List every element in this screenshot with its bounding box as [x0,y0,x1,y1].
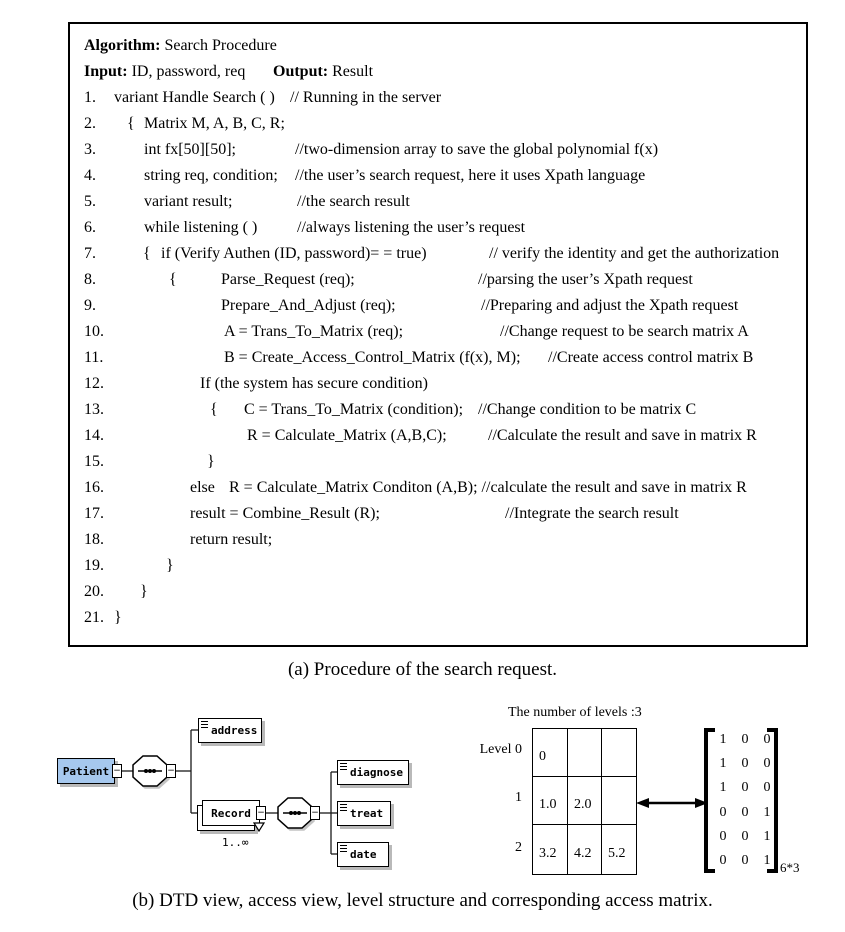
code-segment: //two-dimension array to save the global polynomial f(x) [295,141,659,158]
cardinality-label: 1..∞ [222,836,249,849]
collapse-minus-icon [166,764,176,778]
line-number: 10. [84,323,104,340]
algorithm-line [70,270,806,296]
input-spec [84,62,245,82]
line-number: 1. [84,89,96,106]
code-segment: //the user’s search request, here it uses Xpath language [295,167,646,184]
output-spec [273,62,373,82]
code-segment: int fx[50][50]; [144,141,236,158]
line-number: 14. [84,427,104,444]
level-cell [601,776,636,824]
diagnose-label: diagnose [350,766,403,779]
level-cell: 3.2 [533,824,567,874]
algorithm-line [70,114,806,140]
dtd-node-address [198,718,262,743]
output-text: Result [328,63,374,80]
code-segment: // verify the identity and get the authorization [489,245,780,262]
line-number: 11. [84,349,104,366]
sequence-compositor-icon [277,797,313,829]
dtd-node-record [202,800,260,826]
algorithm-line [70,530,806,556]
algorithm-line [70,348,806,374]
code-segment: //Integrate the search result [505,505,679,522]
caption-b: (b) DTD view, access view, level structure and corresponding access matrix. [132,890,713,911]
matrix-value: 0 [741,732,749,748]
algorithm-line [70,400,806,426]
code-segment: if (Verify Authen (ID, password)= = true) [161,245,427,262]
code-segment: } [114,609,122,626]
code-segment: string req, condition; [144,167,278,184]
double-arrow-icon [636,795,708,811]
algorithm-line [70,244,806,270]
level-row-label: 2 [515,840,522,855]
caption-a: (a) Procedure of the search request. [287,659,558,680]
code-segment: A = Trans_To_Matrix (req); [224,323,404,340]
line-number: 18. [84,531,104,548]
line-number: 15. [84,453,104,470]
level-cell: 1.0 [533,776,567,824]
dtd-node-treat [337,801,391,826]
level-row-label: 1 [515,790,522,805]
output-label: Output: [273,63,329,80]
minus-glyph: − [113,765,121,776]
algorithm-title [84,36,277,56]
algorithm-line [70,322,806,348]
algorithm-line [70,374,806,400]
line-number: 19. [84,557,104,574]
code-segment: { [169,271,177,288]
algorithm-line [70,166,806,192]
dtd-node-date [337,842,389,867]
algorithm-line [70,556,806,582]
code-segment: else [190,479,215,496]
level-cell: 0 [539,748,546,764]
code-segment: R = Calculate_Matrix Conditon (A,B); //calculate the result and save in matrix R [229,479,747,496]
line-number: 21. [84,609,104,626]
input-label: Input: [84,63,128,80]
level-cell [567,729,601,776]
matrix-value: 0 [719,852,727,868]
matrix-dimension: 6*3 [780,860,800,875]
dtd-node-diagnose [337,760,409,785]
matrix-value: 0 [763,756,771,772]
line-number: 17. [84,505,104,522]
algorithm-line [70,452,806,478]
code-segment: // Running in the server [290,89,442,106]
code-segment: variant Handle Search ( ) [114,89,275,106]
code-segment: { [143,245,151,262]
matrix-value: 0 [741,852,749,868]
element-lines-icon [340,763,347,770]
code-segment: Matrix M, A, B, C, R; [144,115,285,132]
line-number: 8. [84,271,96,288]
code-segment: //Calculate the result and save in matrix R [488,427,757,444]
record-box [202,800,260,826]
code-segment: R = Calculate_Matrix (A,B,C); [247,427,447,444]
matrix-value: 1 [719,756,727,772]
minus-glyph: − [311,807,319,818]
address-label: address [211,724,258,737]
line-number: 16. [84,479,104,496]
matrix-value: 0 [763,732,771,748]
code-segment: while listening ( ) [144,219,258,236]
algorithm-line [70,218,806,244]
line-number: 20. [84,583,104,600]
code-segment: //the search result [297,193,410,210]
dtd-diagram [0,700,845,900]
matrix-value: 0 [741,828,749,844]
matrix-value: 1 [719,732,727,748]
access-matrix-values [712,728,778,873]
level-cell [601,729,636,776]
dtd-node-patient [57,758,115,784]
algorithm-line [70,88,806,114]
code-segment: Prepare_And_Adjust (req); [221,297,396,314]
collapse-minus-icon [112,764,122,778]
matrix-value: 1 [763,804,771,820]
matrix-value: 1 [719,780,727,796]
record-label: Record [211,806,251,820]
io-header [70,62,806,88]
algorithm-header [70,36,806,62]
matrix-value: 1 [763,852,771,868]
code-segment: If (the system has secure condition) [200,375,428,392]
algorithm-line [70,608,806,634]
algorithm-line [70,192,806,218]
code-segment: //Change condition to be matrix C [478,401,697,418]
element-lines-icon [340,845,347,852]
matrix-value: 0 [741,756,749,772]
collapse-minus-icon [256,806,266,820]
code-segment: variant result; [144,193,233,210]
minus-glyph: − [167,765,175,776]
code-segment: //always listening the user’s request [297,219,526,236]
level-cell: 4.2 [567,824,601,874]
matrix-value: 0 [763,780,771,796]
line-number: 12. [84,375,104,392]
date-label: date [350,848,377,861]
line-number: 3. [84,141,96,158]
treat-label: treat [350,807,384,820]
level-row-label: Level 0 [479,742,522,757]
level-cell: 5.2 [601,824,636,874]
matrix-value: 0 [741,780,749,796]
input-text: ID, password, req [127,63,246,80]
algorithm-line [70,504,806,530]
line-number: 4. [84,167,96,184]
matrix-value: 0 [719,804,727,820]
algorithm-line [70,478,806,504]
code-segment: //Change request to be search matrix A [500,323,749,340]
code-segment: } [207,453,215,470]
line-number: 2. [84,115,96,132]
code-segment: return result; [190,531,273,548]
line-number: 7. [84,245,96,262]
algorithm-title-label: Algorithm: [84,37,161,54]
sequence-compositor-icon [132,755,168,787]
line-number: 5. [84,193,96,210]
code-segment: //parsing the user’s Xpath request [478,271,693,288]
algorithm-line [70,296,806,322]
code-segment: C = Trans_To_Matrix (condition); [244,401,464,418]
element-lines-icon [340,804,347,811]
line-number: 13. [84,401,104,418]
code-segment: result = Combine_Result (R); [190,505,380,522]
line-number: 9. [84,297,96,314]
collapse-minus-icon [310,806,320,820]
level-structure-title: The number of levels :3 [508,705,642,720]
algorithm-line [70,582,806,608]
code-segment: } [166,557,174,574]
repeat-triangle-icon [253,822,265,832]
element-lines-icon [201,721,208,728]
matrix-value: 0 [741,804,749,820]
code-segment: B = Create_Access_Control_Matrix (f(x), M); [224,349,521,366]
minus-glyph: − [257,807,265,818]
code-segment: } [140,583,148,600]
matrix-value: 1 [763,828,771,844]
code-segment: //Preparing and adjust the Xpath request [481,297,739,314]
code-segment: { [210,401,218,418]
algorithm-box [68,22,808,647]
level-table [532,728,637,875]
patient-label: Patient [62,764,110,778]
algorithm-line [70,426,806,452]
level-cell: 2.0 [567,776,601,824]
algorithm-title-text: Search Procedure [160,37,277,54]
algorithm-line [70,140,806,166]
code-segment: Parse_Request (req); [221,271,355,288]
code-segment: { [127,115,135,132]
line-number: 6. [84,219,96,236]
matrix-value: 0 [719,828,727,844]
code-segment: //Create access control matrix B [548,349,754,366]
